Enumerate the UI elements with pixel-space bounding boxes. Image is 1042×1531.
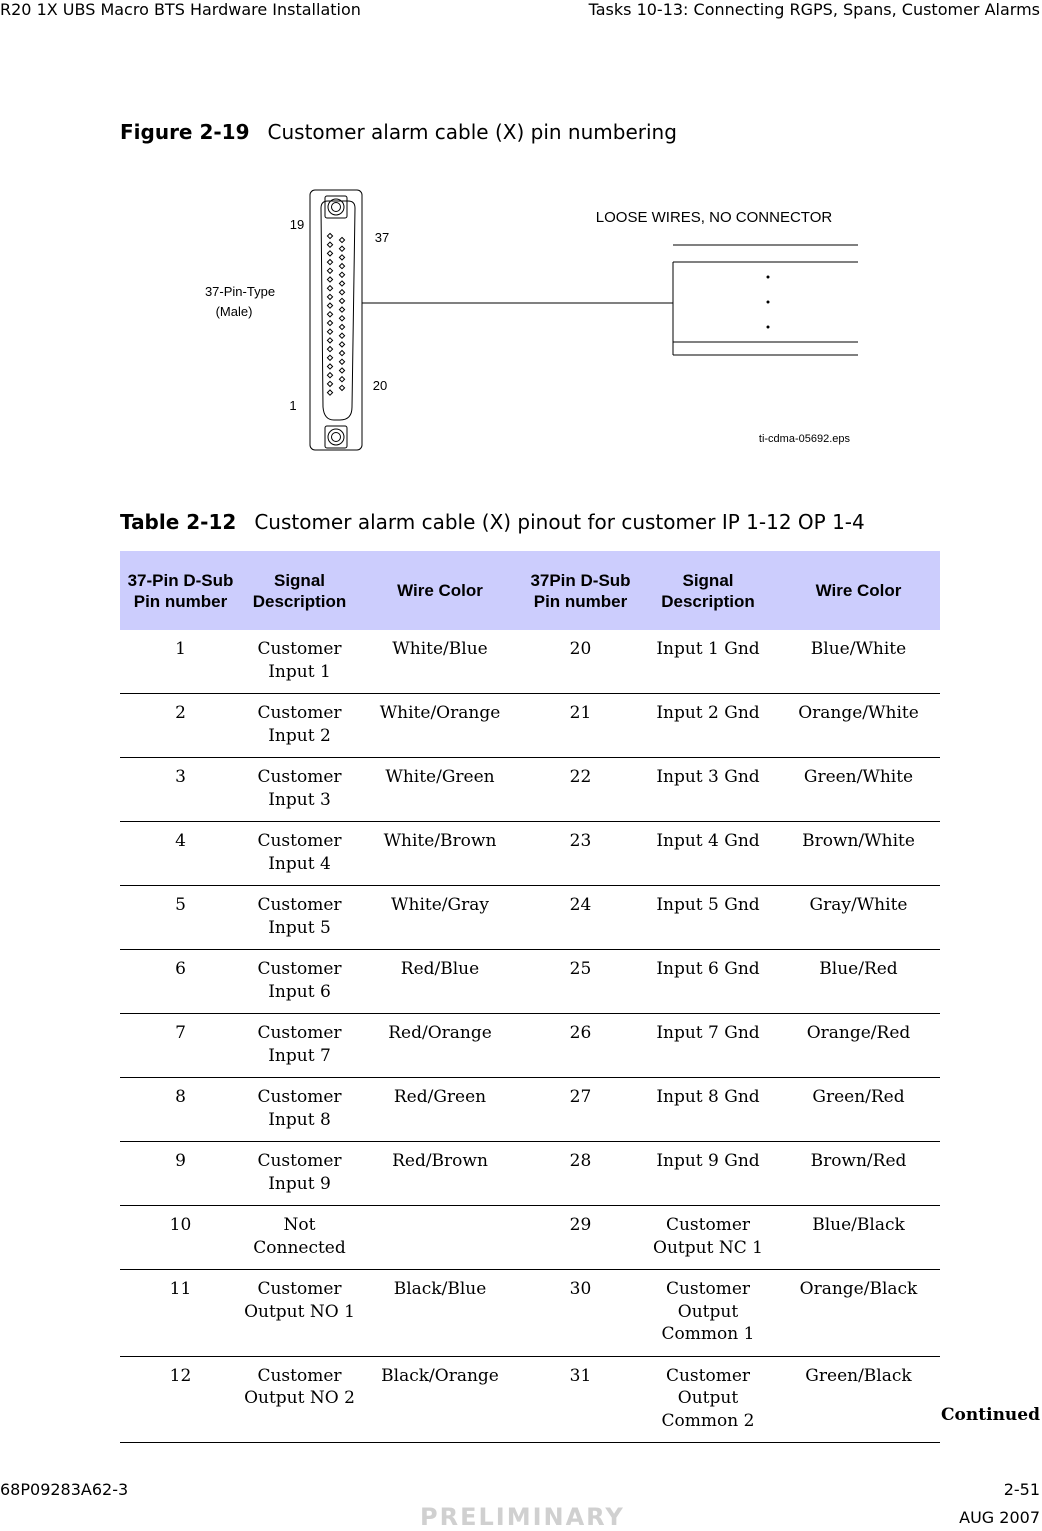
- pin-contact: [327, 355, 332, 360]
- pin-label-37: 37: [374, 230, 390, 245]
- running-header-right: Tasks 10-13: Connecting RGPS, Spans, Customer Alarms: [588, 0, 1040, 19]
- signal-description-cell: Input 2 Gnd: [639, 694, 777, 758]
- pin-number-cell: 1: [120, 630, 241, 694]
- pin-number-cell: 6: [120, 950, 241, 1014]
- pin-number-cell: 5: [120, 886, 241, 950]
- figure-title: Customer alarm cable (X) pin numbering: [267, 120, 677, 144]
- signal-description-cell: Customer Input 3: [241, 758, 358, 822]
- page-number: 2-51: [1003, 1480, 1040, 1499]
- pin-contact: [339, 333, 344, 338]
- pin-contact: [327, 381, 332, 386]
- signal-description-cell: Customer Input 2: [241, 694, 358, 758]
- pin-contact: [339, 359, 344, 364]
- signal-description-cell: Customer Output NC 1: [639, 1206, 777, 1270]
- pin-contact: [339, 385, 344, 390]
- wire-color-cell: [358, 1206, 522, 1270]
- pin-number-cell: 31: [522, 1356, 639, 1443]
- figure-number: Figure 2-19: [120, 120, 250, 144]
- pin-label-19: 19: [289, 217, 305, 232]
- table-row: [120, 1356, 940, 1443]
- pin-number-cell: 20: [522, 630, 639, 694]
- signal-description-cell: Input 9 Gnd: [639, 1142, 777, 1206]
- signal-description-cell: Customer Input 6: [241, 950, 358, 1014]
- wire-color-cell: Brown/Red: [777, 1142, 940, 1206]
- wire-color-cell: Red/Brown: [358, 1142, 522, 1206]
- loose-wires: [673, 245, 858, 355]
- pin-number-cell: 11: [120, 1270, 241, 1357]
- signal-description-cell: Input 1 Gnd: [639, 630, 777, 694]
- pin-contact: [339, 298, 344, 303]
- signal-description-cell: Customer Input 5: [241, 886, 358, 950]
- signal-description-cell: Input 7 Gnd: [639, 1014, 777, 1078]
- loose-wires-label: LOOSE WIRES, NO CONNECTOR: [595, 209, 833, 226]
- pin-contact: [339, 246, 344, 251]
- wire-color-cell: Red/Green: [358, 1078, 522, 1142]
- table-row: [120, 1014, 940, 1078]
- connector-type-label: 37-Pin-Type: [204, 284, 276, 299]
- header-signal-description-2: Signal Description: [639, 551, 777, 630]
- pin-number-cell: 9: [120, 1142, 241, 1206]
- table-row: [120, 1078, 940, 1142]
- wire-color-cell: Black/Orange: [358, 1356, 522, 1443]
- pin-number-cell: 25: [522, 950, 639, 1014]
- pin-contact: [327, 329, 332, 334]
- wire-color-cell: Green/Black: [777, 1356, 940, 1443]
- signal-description-cell: Customer Output NO 1: [241, 1270, 358, 1357]
- table-title: Customer alarm cable (X) pinout for customer IP 1-12 OP 1-4: [254, 510, 865, 534]
- wire-color-cell: Black/Blue: [358, 1270, 522, 1357]
- pin-contact: [327, 242, 332, 247]
- pin-contact: [327, 320, 332, 325]
- wire-color-cell: Orange/Red: [777, 1014, 940, 1078]
- header-pin-number: 37-Pin D-Sub Pin number: [120, 551, 241, 630]
- ellipsis-dots: [767, 276, 770, 329]
- running-header-left: R20 1X UBS Macro BTS Hardware Installation: [0, 0, 361, 19]
- table-row: [120, 1142, 940, 1206]
- pin-contact: [339, 316, 344, 321]
- pin-number-cell: 26: [522, 1014, 639, 1078]
- pin-number-cell: 8: [120, 1078, 241, 1142]
- pin-contact: [327, 294, 332, 299]
- pinout-table: [120, 551, 940, 1443]
- pin-number-cell: 3: [120, 758, 241, 822]
- wire-color-cell: Green/Red: [777, 1078, 940, 1142]
- table-caption: [120, 510, 865, 534]
- wire-color-cell: Blue/White: [777, 630, 940, 694]
- pin-contact: [327, 286, 332, 291]
- wire-color-cell: Blue/Red: [777, 950, 940, 1014]
- table-row: [120, 630, 940, 694]
- pin-contact: [339, 290, 344, 295]
- pin-number-cell: 21: [522, 694, 639, 758]
- wire-color-cell: White/Brown: [358, 822, 522, 886]
- signal-description-cell: Customer Input 9: [241, 1142, 358, 1206]
- table-row: [120, 758, 940, 822]
- table-row: [120, 1206, 940, 1270]
- mounting-screw-bottom: [325, 426, 347, 448]
- wire-color-cell: White/Gray: [358, 886, 522, 950]
- wire-color-cell: Gray/White: [777, 886, 940, 950]
- mounting-screw-top: [325, 196, 347, 218]
- wire-color-cell: Red/Blue: [358, 950, 522, 1014]
- header-wire-color: Wire Color: [358, 551, 522, 630]
- preliminary-watermark: PRELIMINARY: [420, 1503, 625, 1531]
- wire-color-cell: White/Blue: [358, 630, 522, 694]
- signal-description-cell: Customer Input 8: [241, 1078, 358, 1142]
- pin-contact: [339, 272, 344, 277]
- pin-contact: [327, 373, 332, 378]
- pin-contact: [327, 303, 332, 308]
- signal-description-cell: Input 8 Gnd: [639, 1078, 777, 1142]
- signal-description-cell: Customer Input 7: [241, 1014, 358, 1078]
- signal-description-cell: Customer Output Common 2: [639, 1356, 777, 1443]
- wire-color-cell: Orange/White: [777, 694, 940, 758]
- connector-pins: [327, 233, 344, 395]
- pin-contact: [339, 307, 344, 312]
- pin-contact: [339, 237, 344, 242]
- connector-diagram: [190, 185, 870, 460]
- header-signal-description: Signal Description: [241, 551, 358, 630]
- pin-contact: [327, 338, 332, 343]
- table-row: [120, 1270, 940, 1357]
- table-row: [120, 950, 940, 1014]
- table-body: [120, 630, 940, 1443]
- pin-contact: [339, 368, 344, 373]
- pin-contact: [327, 268, 332, 273]
- pin-number-cell: 28: [522, 1142, 639, 1206]
- pin-number-cell: 7: [120, 1014, 241, 1078]
- pin-contact: [327, 260, 332, 265]
- document-number: 68P09283A62-3: [0, 1480, 129, 1499]
- wire-color-cell: Brown/White: [777, 822, 940, 886]
- pin-label-20: 20: [372, 378, 388, 393]
- wire-color-cell: White/Orange: [358, 694, 522, 758]
- pin-number-cell: 12: [120, 1356, 241, 1443]
- signal-description-cell: Not Connected: [241, 1206, 358, 1270]
- pin-contact: [327, 347, 332, 352]
- pin-label-1: 1: [289, 398, 297, 413]
- pin-number-cell: 30: [522, 1270, 639, 1357]
- pin-contact: [327, 364, 332, 369]
- pin-number-cell: 29: [522, 1206, 639, 1270]
- pin-contact: [339, 264, 344, 269]
- wire-color-cell: Red/Orange: [358, 1014, 522, 1078]
- document-date: AUG 2007: [959, 1508, 1040, 1527]
- file-reference: ti-cdma-05692.eps: [758, 433, 850, 445]
- wire-color-cell: Green/White: [777, 758, 940, 822]
- signal-description-cell: Customer Input 4: [241, 822, 358, 886]
- wire-color-cell: White/Green: [358, 758, 522, 822]
- signal-description-cell: Input 3 Gnd: [639, 758, 777, 822]
- pin-contact: [339, 351, 344, 356]
- table-row: [120, 886, 940, 950]
- pin-number-cell: 22: [522, 758, 639, 822]
- figure-caption: [120, 120, 677, 144]
- connector-gender-label: (Male): [215, 304, 253, 319]
- pin-contact: [339, 342, 344, 347]
- pin-contact: [327, 277, 332, 282]
- d-sub-37-connector: [310, 190, 362, 450]
- pin-contact: [327, 233, 332, 238]
- table-row: [120, 822, 940, 886]
- signal-description-cell: Customer Output Common 1: [639, 1270, 777, 1357]
- header-pin-number-2: 37Pin D-Sub Pin number: [522, 551, 639, 630]
- pin-contact: [339, 324, 344, 329]
- table-row: [120, 694, 940, 758]
- pin-number-cell: 24: [522, 886, 639, 950]
- pin-contact: [327, 312, 332, 317]
- table-header-row: [120, 551, 940, 630]
- pin-contact: [327, 390, 332, 395]
- pin-number-cell: 4: [120, 822, 241, 886]
- pin-number-cell: 10: [120, 1206, 241, 1270]
- pin-contact: [327, 251, 332, 256]
- signal-description-cell: Customer Output NO 2: [241, 1356, 358, 1443]
- continued-label: Continued: [941, 1405, 1040, 1425]
- signal-description-cell: Input 5 Gnd: [639, 886, 777, 950]
- signal-description-cell: Input 4 Gnd: [639, 822, 777, 886]
- wire-color-cell: Blue/Black: [777, 1206, 940, 1270]
- wire-color-cell: Orange/Black: [777, 1270, 940, 1357]
- pin-number-cell: 2: [120, 694, 241, 758]
- signal-description-cell: Customer Input 1: [241, 630, 358, 694]
- table-number: Table 2-12: [120, 510, 237, 534]
- pin-contact: [339, 281, 344, 286]
- pin-number-cell: 27: [522, 1078, 639, 1142]
- signal-description-cell: Input 6 Gnd: [639, 950, 777, 1014]
- header-wire-color-2: Wire Color: [777, 551, 940, 630]
- pin-contact: [339, 377, 344, 382]
- pin-number-cell: 23: [522, 822, 639, 886]
- pin-contact: [339, 255, 344, 260]
